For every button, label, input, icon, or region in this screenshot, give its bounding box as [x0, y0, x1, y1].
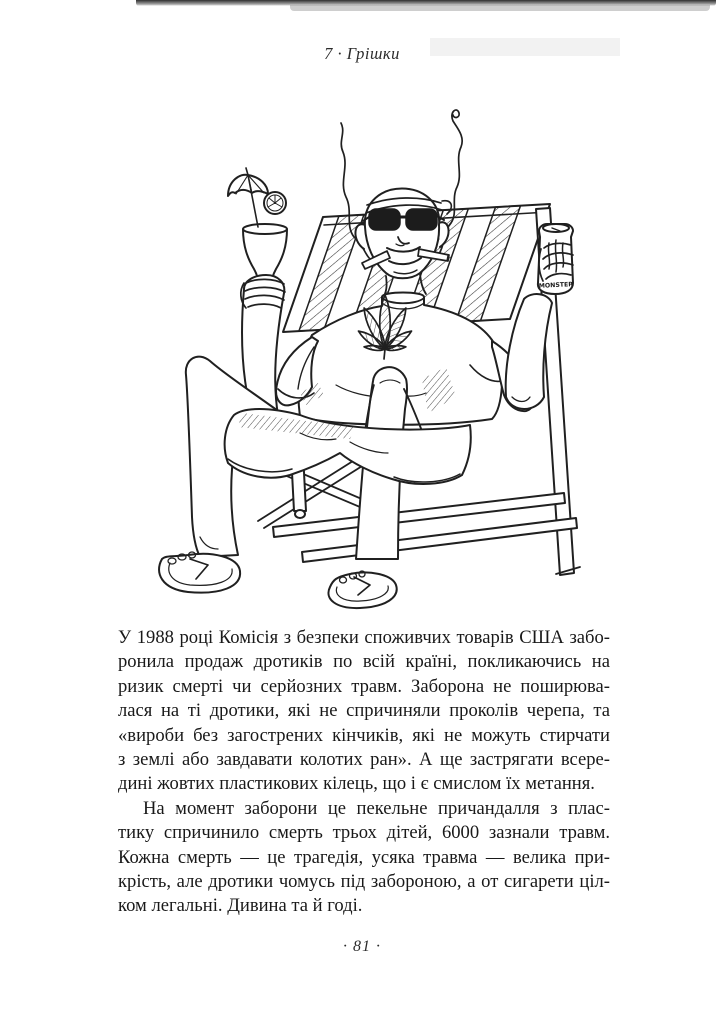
text-line: ком легальні. Дивина та й годі. [118, 895, 363, 917]
energy-drink-can [538, 224, 574, 294]
text-line: «вироби без загострених кінчиків, які не можуть стирчати [118, 724, 610, 746]
text-line: з землі або завдавати колотих ран». А ще застрягати всере- [118, 749, 610, 771]
text-line: крість, але дротики чомусь під забороною, а от сигарети ціл- [118, 871, 610, 893]
text-line: дині жовтих пластикових кілець, що і є смислом їх метання. [118, 773, 595, 795]
text-line: ронила продаж дротиків по всій країні, покликаючись на [118, 651, 610, 673]
cocktail-umbrella-icon [228, 168, 268, 227]
page-number [0, 938, 724, 956]
text-line: тику спричинило смерть трьох дітей, 6000 зазнали травм. [118, 822, 610, 844]
scan-artifact-top-2 [290, 5, 710, 11]
page-number-text: · 81 · [343, 938, 381, 955]
text-line: лася на ті дротики, які не спричиняли проколів черепа, та [118, 700, 610, 722]
flip-flop-left [159, 552, 240, 593]
text-line: Кожна смерть — це трагедія, усяка травма — велика при- [118, 846, 610, 868]
lime-slice-icon [264, 192, 286, 214]
running-head [0, 44, 724, 64]
illustration-man-in-deckchair [140, 97, 610, 617]
text-line: У 1988 році Комісія з безпеки споживчих товарів США забо- [118, 627, 610, 648]
can-label-text: MONSTER [538, 281, 574, 290]
text-line: На момент заборони це пекельне причандалля з плас- [143, 797, 610, 819]
flip-flop-right [328, 571, 396, 608]
body-text [118, 626, 610, 919]
text-line: ризик смерті чи серйозних травм. Заборона не поширюва- [118, 675, 610, 697]
running-head-text: 7 · Грішки [324, 44, 400, 63]
